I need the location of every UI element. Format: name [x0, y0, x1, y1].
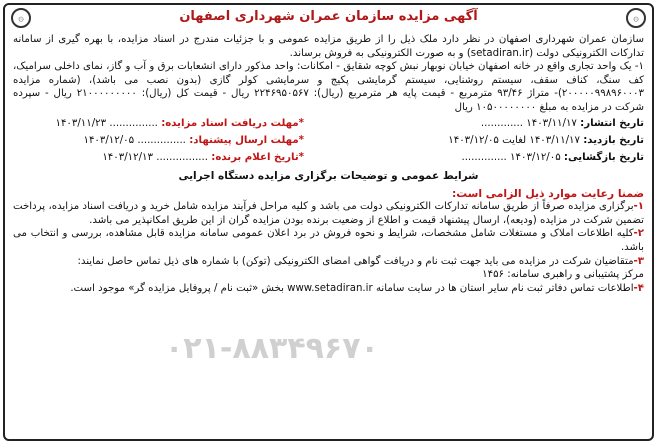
- notice-header: [5, 5, 652, 33]
- auction-notice: [3, 3, 654, 441]
- property-description: ۱- یک واحد تجاری واقع در خانه اصفهان خیابان نوبهار نبش کوچه شقایق - امکانات: واحد مذکور دارای انشعابات برق و آب و گاز، نمای داخلی سرامیک، کف سنگ، کناف سقف، سیستم روشنایی، سیستم گرمایشی پکیج و سرمایشی کولر گازی (بدون نصب می باشد)، (شماره مزایده ۲۰۰۰۰۰۹۹۸۹۶۰۰۰۳)- متراژ ۹۳/۴۶ مترمربع - قیمت پایه هر مترمربع (ریال): ۲۲۴۶۹۵۰۵۶۷ ریال - قیمت کل (ریال): ۲۱۰۰۰۰۰۰۰۰۰ ریال - سپرده شرکت در مزایده به مبلغ ۱۰۵۰۰۰۰۰۰۰۰ ریال: [13, 61, 644, 113]
- conditions-title: شرایط عمومی و توضیحات برگزاری مزایده دستگاه اجرایی: [178, 169, 479, 182]
- note-item-4: ۴-اطلاعات تماس دفاتر ثبت نام سایر استان ها در سایت سامانه www.setadiran.ir بخش «ثبت نام / پروفایل مزایده گر» موجود است.: [70, 282, 644, 294]
- visit-date: تاریخ بازدید: ۱۴۰۳/۱۱/۱۷ لغایت ۱۴۰۳/۱۲/۰۵: [448, 134, 644, 146]
- submit-deadline: *مهلت ارسال پیشنهاد: ............... ۱۴۰۳/۱۲/۰۵: [83, 134, 304, 146]
- notes-heading: ضمنا رعایت موارد ذیل الزامی است:: [451, 186, 644, 200]
- dates-block: [13, 115, 644, 183]
- opening-date: تاریخ بازگشایی: ۱۴۰۳/۱۲/۰۵ ..............: [461, 151, 644, 163]
- winner-date: *تاریخ اعلام برنده: ................ ۱۴۰۳/۱۲/۱۳: [102, 151, 304, 163]
- publish-date: تاریخ انتشار: ۱۴۰۳/۱۱/۱۷ .............: [480, 117, 644, 129]
- intro-paragraph: سازمان عمران شهرداری اصفهان در نظر دارد ملک ذیل را از طریق مزایده عمومی و با جزئیات مندرج در اسناد مزایده، با بهره گیری از سامانه تدارکات الکترونیکی دولت (setadiran.ir) و به صورت الکترونیکی به فروش برساند.: [13, 34, 644, 59]
- doc-deadline: *مهلت دریافت اسناد مزایده: ............... ۱۴۰۳/۱۱/۲۳: [55, 117, 304, 129]
- notice-title: آگهی مزایده سازمان عمران شهرداری اصفهان: [179, 9, 478, 24]
- notice-body: [5, 33, 652, 295]
- phone-watermark: ۰۲۱-۸۸۳۴۹۶۷۰: [165, 331, 379, 366]
- note-item-3: ۳-متقاضیان شرکت در مزایده می باید جهت ثبت نام و دریافت گواهی امضای الکترونیکی (توکن) با شماره های ذیل تماس حاصل نمایند:: [77, 255, 644, 267]
- support-center: مرکز پشتیبانی و راهبری سامانه: ۱۴۵۶: [482, 269, 644, 281]
- organization-logo-icon: ۞: [11, 8, 31, 28]
- note-item-2: ۲-کلیه اطلاعات املاک و مستغلات شامل مشخصات، شرایط و نحوه فروش در برد اعلان عمومی سامانه مزایده قابل مشاهده، بررسی و انتخاب می باشد.: [13, 228, 644, 253]
- note-item-1: ۱-برگزاری مزایده صرفاً از طریق سامانه تدارکات الکترونیکی دولت می باشد و کلیه مراحل فرآیند مزایده شامل خرید و دریافت اسناد مزایده، پرداخت تضمین شرکت در مزایده (ودیعه)، ارسال پیشنهاد قیمت و اطلاع از وضعیت برنده بودن مزایده گران از این طریق امکانپذیر می باشد.: [13, 201, 644, 226]
- municipality-logo-icon: ۞: [626, 8, 646, 28]
